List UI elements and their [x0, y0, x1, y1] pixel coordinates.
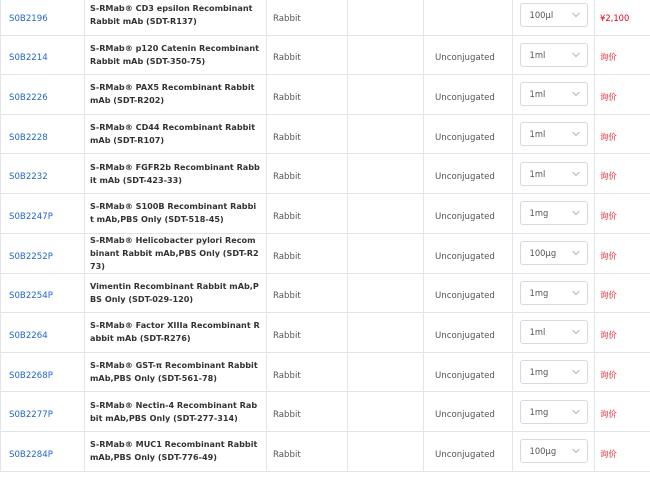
product-name: S-RMab® PAX5 Recombinant Rabbit mAb (SDT-R202) [90, 82, 255, 106]
host-cell [267, 0, 348, 35]
price-cell [595, 114, 650, 154]
size-cell [513, 0, 595, 35]
sku-link[interactable]: S0B2226 [9, 92, 48, 103]
host-cell [267, 392, 348, 432]
sku-cell [1, 273, 85, 313]
conjugate-label: Unconjugated [435, 251, 495, 262]
size-select-value: 1ml [529, 89, 546, 100]
conjugate-label: Unconjugated [435, 330, 495, 341]
size-select-value: 1mg [529, 208, 549, 219]
sku-cell [1, 35, 85, 75]
sku-link[interactable]: S0B2247P [9, 211, 53, 222]
price-label: 询价 [600, 369, 617, 380]
sku-cell [1, 313, 85, 353]
table-row [1, 114, 650, 154]
sku-link[interactable]: S0B2264 [9, 330, 48, 341]
price-cell [595, 154, 650, 194]
size-cell [513, 75, 595, 115]
size-select-value: 1mg [529, 367, 549, 378]
product-name-cell [85, 75, 267, 115]
size-select[interactable] [520, 439, 588, 463]
product-name: S-RMab® Nectin-4 Recombinant Rabbit mAb,PBS Only (SDT-277-314) [90, 399, 258, 423]
price-cell [595, 352, 650, 392]
size-select-value: 100µg [529, 446, 557, 457]
size-select[interactable] [520, 241, 588, 265]
host-cell [267, 114, 348, 154]
chevron-down-icon [571, 249, 581, 257]
chevron-down-icon [571, 328, 581, 336]
host-label: Rabbit [273, 13, 301, 24]
price-label: ¥2,100 [600, 12, 630, 23]
conjugate-label: Unconjugated [435, 132, 495, 143]
empty-cell [348, 431, 424, 471]
product-name: S-RMab® CD3 epsilon Recombinant Rabbit mAb (SDT-R137) [90, 3, 253, 27]
empty-cell [348, 233, 424, 273]
chevron-down-icon [571, 408, 581, 416]
host-label: Rabbit [273, 53, 301, 64]
empty-cell [348, 75, 424, 115]
table-row [1, 193, 650, 233]
size-select[interactable] [520, 400, 588, 424]
size-select-value: 1ml [529, 129, 546, 140]
conjugate-label: Unconjugated [435, 211, 495, 222]
size-select-value: 1ml [529, 168, 546, 179]
sku-cell [1, 392, 85, 432]
conjugate-cell [424, 0, 513, 35]
host-cell [267, 154, 348, 194]
sku-cell [1, 431, 85, 471]
conjugate-label: Unconjugated [435, 370, 495, 381]
product-name-cell [85, 392, 267, 432]
empty-cell [348, 35, 424, 75]
host-label: Rabbit [273, 251, 301, 262]
sku-link[interactable]: S0B2277P [9, 410, 53, 421]
sku-cell [1, 352, 85, 392]
product-name: S-RMab® S100B Recombinant Rabbit mAb,PBS Only (SDT-518-45) [90, 201, 257, 225]
sku-link[interactable]: S0B2232 [9, 172, 48, 183]
product-name: S-RMab® Helicobacter pylori Recombinant Rabbit mAb,PBS Only (SDT-R273) [90, 234, 259, 271]
host-cell [267, 352, 348, 392]
conjugate-cell [424, 154, 513, 194]
price-cell [595, 35, 650, 75]
host-label: Rabbit [273, 370, 301, 381]
table-row [1, 431, 650, 471]
table-row [1, 233, 650, 273]
sku-cell [1, 193, 85, 233]
product-name: S-RMab® FGFR2b Recombinant Rabbit mAb (SDT-423-33) [90, 161, 260, 185]
host-label: Rabbit [273, 211, 301, 222]
size-select-value: 1ml [529, 49, 546, 60]
size-select[interactable] [520, 122, 588, 146]
sku-link[interactable]: S0B2214 [9, 53, 48, 64]
size-select-value: 1mg [529, 287, 549, 298]
chevron-down-icon [571, 447, 581, 455]
size-select[interactable] [520, 201, 588, 225]
empty-cell [348, 273, 424, 313]
price-label: 询价 [600, 210, 617, 221]
conjugate-cell [424, 273, 513, 313]
host-cell [267, 233, 348, 273]
product-name: Vimentin Recombinant Rabbit mAb,PBS Only (SDT-029-120) [90, 280, 259, 304]
conjugate-cell [424, 313, 513, 353]
product-name-cell [85, 233, 267, 273]
host-cell [267, 35, 348, 75]
price-label: 询价 [600, 250, 617, 261]
table-row [1, 392, 650, 432]
product-name-cell [85, 352, 267, 392]
sku-link[interactable]: S0B2196 [9, 13, 48, 24]
empty-cell [348, 352, 424, 392]
host-cell [267, 75, 348, 115]
host-cell [267, 193, 348, 233]
table-row [1, 313, 650, 353]
chevron-down-icon [571, 11, 581, 19]
table-row [1, 352, 650, 392]
price-cell [595, 313, 650, 353]
conjugate-cell [424, 352, 513, 392]
size-select-value: 1ml [529, 327, 546, 338]
table-row [1, 35, 650, 75]
size-cell [513, 352, 595, 392]
product-name: S-RMab® GST-π Recombinant Rabbit mAb,PBS Only (SDT-561-78) [90, 360, 258, 384]
sku-cell [1, 114, 85, 154]
size-select[interactable] [520, 3, 588, 27]
conjugate-label: Unconjugated [435, 92, 495, 103]
product-name-cell [85, 114, 267, 154]
price-label: 询价 [600, 448, 617, 459]
product-name: S-RMab® Factor XIIIa Recombinant Rabbit mAb (SDT-R276) [90, 320, 260, 344]
product-name: S-RMab® CD44 Recombinant Rabbit mAb (SDT-R107) [90, 122, 256, 146]
sku-link[interactable]: S0B2254P [9, 291, 53, 302]
size-select[interactable] [520, 320, 588, 344]
price-label: 询价 [600, 52, 617, 63]
size-cell [513, 273, 595, 313]
empty-cell [348, 313, 424, 353]
price-cell [595, 75, 650, 115]
conjugate-cell [424, 233, 513, 273]
host-label: Rabbit [273, 291, 301, 302]
conjugate-label: Unconjugated [435, 172, 495, 183]
price-cell [595, 273, 650, 313]
sku-link[interactable]: S0B2284P [9, 449, 53, 460]
size-select-value: 1mg [529, 406, 549, 417]
conjugate-cell [424, 193, 513, 233]
chevron-down-icon [571, 90, 581, 98]
size-cell [513, 431, 595, 471]
host-cell [267, 273, 348, 313]
product-name: S-RMab® MUC1 Recombinant Rabbit mAb,PBS Only (SDT-776-49) [90, 439, 258, 463]
chevron-down-icon [571, 51, 581, 59]
host-label: Rabbit [273, 132, 301, 143]
empty-cell [348, 154, 424, 194]
price-label: 询价 [600, 409, 617, 420]
price-label: 询价 [600, 329, 617, 340]
host-label: Rabbit [273, 92, 301, 103]
conjugate-label: Unconjugated [435, 410, 495, 421]
product-name-cell [85, 431, 267, 471]
price-cell [595, 0, 650, 35]
empty-cell [348, 193, 424, 233]
chevron-down-icon [571, 368, 581, 376]
chevron-down-icon [571, 209, 581, 217]
conjugate-cell [424, 35, 513, 75]
host-cell [267, 431, 348, 471]
sku-link[interactable]: S0B2268P [9, 370, 53, 381]
price-label: 询价 [600, 290, 617, 301]
size-select[interactable] [520, 162, 588, 186]
sku-link[interactable]: S0B2228 [9, 132, 48, 143]
product-name-cell [85, 0, 267, 35]
size-select-value: 100µl [529, 10, 554, 21]
price-label: 询价 [600, 131, 617, 142]
table-row [1, 154, 650, 194]
price-cell [595, 392, 650, 432]
size-select[interactable] [520, 82, 588, 106]
host-label: Rabbit [273, 449, 301, 460]
conjugate-label: Unconjugated [435, 449, 495, 460]
size-cell [513, 313, 595, 353]
host-label: Rabbit [273, 172, 301, 183]
host-label: Rabbit [273, 330, 301, 341]
empty-cell [348, 392, 424, 432]
sku-cell [1, 0, 85, 35]
product-name: S-RMab® p120 Catenin Recombinant Rabbit mAb (SDT-350-75) [90, 42, 259, 66]
product-name-cell [85, 273, 267, 313]
price-cell [595, 431, 650, 471]
conjugate-label: Unconjugated [435, 291, 495, 302]
size-cell [513, 392, 595, 432]
empty-cell [348, 114, 424, 154]
size-cell [513, 193, 595, 233]
table-row [1, 0, 650, 35]
chevron-down-icon [571, 170, 581, 178]
chevron-down-icon [571, 130, 581, 138]
product-name-cell [85, 193, 267, 233]
sku-cell [1, 154, 85, 194]
size-cell [513, 154, 595, 194]
size-select[interactable] [520, 360, 588, 384]
empty-cell [348, 0, 424, 35]
product-name-cell [85, 35, 267, 75]
product-name-cell [85, 154, 267, 194]
size-cell [513, 114, 595, 154]
conjugate-label: Unconjugated [435, 53, 495, 64]
sku-cell [1, 75, 85, 115]
host-label: Rabbit [273, 410, 301, 421]
price-label: 询价 [600, 91, 617, 102]
table-row [1, 75, 650, 115]
size-select-value: 100µg [529, 248, 557, 259]
conjugate-cell [424, 75, 513, 115]
conjugate-cell [424, 431, 513, 471]
size-select[interactable] [520, 43, 588, 67]
sku-cell [1, 233, 85, 273]
conjugate-cell [424, 114, 513, 154]
size-cell [513, 233, 595, 273]
price-cell [595, 233, 650, 273]
sku-link[interactable]: S0B2252P [9, 251, 53, 262]
table-row [1, 273, 650, 313]
price-cell [595, 193, 650, 233]
price-label: 询价 [600, 171, 617, 182]
host-cell [267, 313, 348, 353]
product-name-cell [85, 313, 267, 353]
chevron-down-icon [571, 289, 581, 297]
size-cell [513, 35, 595, 75]
conjugate-cell [424, 392, 513, 432]
size-select[interactable] [520, 281, 588, 305]
